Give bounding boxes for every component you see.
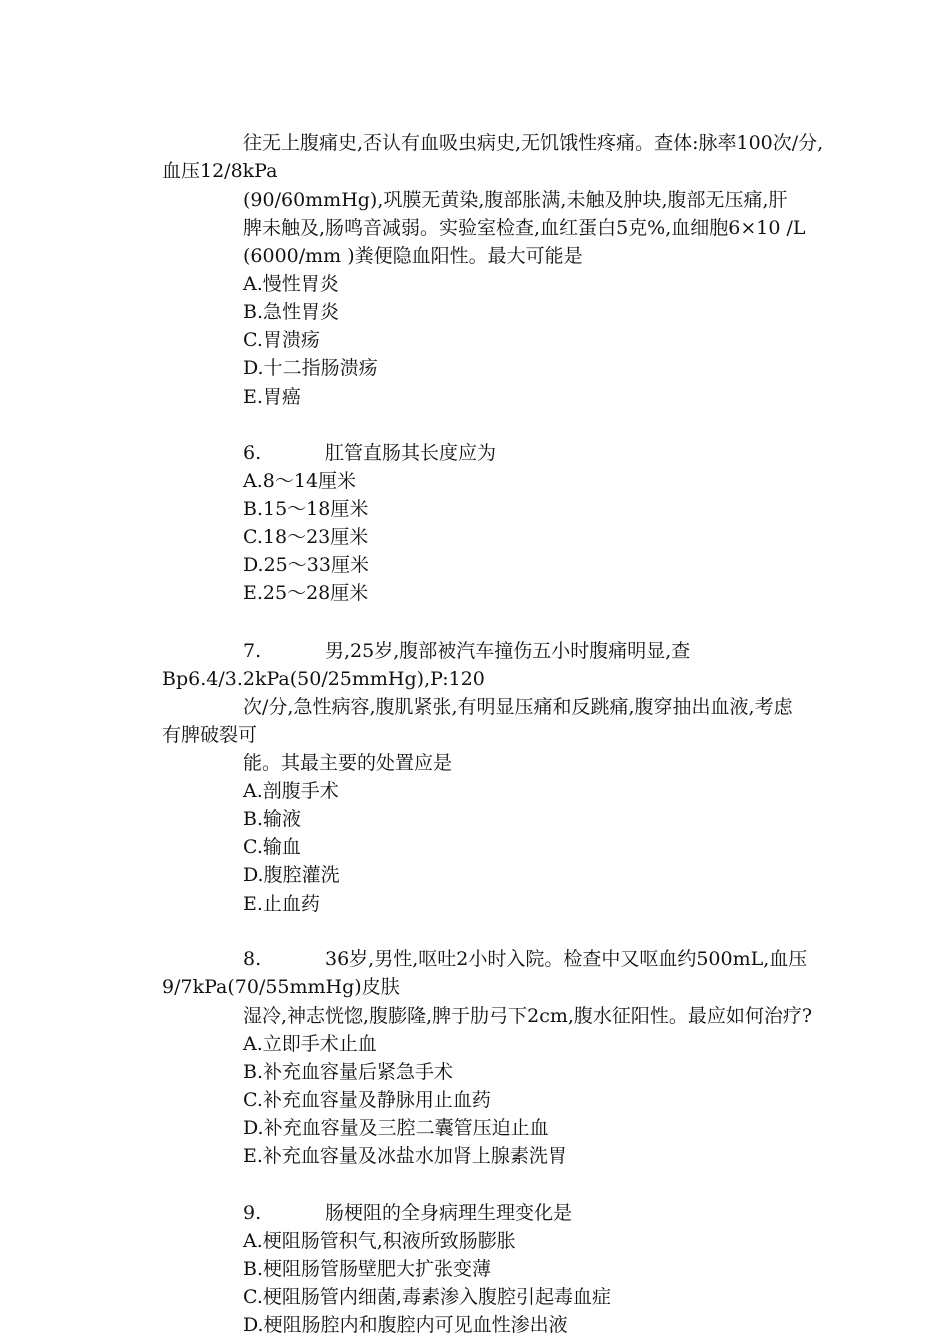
q8-option-d: D.补充血容量及三腔二囊管压迫止血	[243, 1117, 549, 1139]
q5-stem-line-2: 血压12/8kPa	[162, 160, 278, 182]
q8-option-a: A.立即手术止血	[243, 1033, 377, 1055]
q9-stem	[243, 1199, 572, 1227]
q7-option-b: B.输液	[243, 808, 302, 830]
q8-option-e: E.补充血容量及冰盐水加肾上腺素洗胃	[243, 1145, 567, 1167]
q7-option-e: E.止血药	[243, 893, 320, 915]
q5-option-b: B.急性胃炎	[243, 301, 340, 323]
q7-stem-line-5: 能。其最主要的处置应是	[243, 752, 453, 774]
q7-stem-text: 男,25岁,腹部被汽车撞伤五小时腹痛明显,查	[325, 640, 691, 662]
q8-number: 8.	[243, 948, 262, 970]
q5-option-a: A.慢性胃炎	[243, 273, 339, 295]
q8-stem	[243, 945, 807, 973]
q6-option-b: B.15～18厘米	[243, 498, 369, 520]
q7-stem-line-3: 次/分,急性病容,腹肌紧张,有明显压痛和反跳痛,腹穿抽出血液,考虑	[243, 696, 793, 718]
q7-stem-line-2: Bp6.4/3.2kPa(50/25mmHg),P:120	[162, 668, 485, 690]
q9-stem-text: 肠梗阻的全身病理生理变化是	[325, 1202, 573, 1224]
q6-option-d: D.25～33厘米	[243, 554, 369, 576]
q8-stem-line-3: 湿冷,神志恍惚,腹膨隆,脾于肋弓下2cm,腹水征阳性。最应如何治疗?	[243, 1005, 813, 1027]
q8-option-c: C.补充血容量及静脉用止血药	[243, 1089, 491, 1111]
q7-number: 7.	[243, 640, 262, 662]
q7-option-a: A.剖腹手术	[243, 780, 339, 802]
q5-stem-line-1: 往无上腹痛史,否认有血吸虫病史,无饥饿性疼痛。查体:脉率100次/分,	[243, 132, 824, 154]
q9-option-c: C.梗阻肠管内细菌,毒素渗入腹腔引起毒血症	[243, 1286, 611, 1308]
q9-option-a: A.梗阻肠管积气,积液所致肠膨胀	[243, 1230, 516, 1252]
q7-stem-line-4: 有脾破裂可	[162, 724, 258, 746]
q8-option-b: B.补充血容量后紧急手术	[243, 1061, 454, 1083]
q5-option-d: D.十二指肠溃疡	[243, 357, 378, 379]
q8-stem-line-2: 9/7kPa(70/55mmHg)皮肤	[162, 976, 400, 998]
q6-number: 6.	[243, 442, 262, 464]
q7-stem	[243, 637, 690, 665]
q5-option-c: C.胃溃疡	[243, 329, 320, 351]
q5-stem-line-3: (90/60mmHg),巩膜无黄染,腹部胀满,未触及肿块,腹部无压痛,肝	[243, 189, 788, 211]
q8-stem-text: 36岁,男性,呕吐2小时入院。检查中又呕血约500mL,血压	[325, 948, 808, 970]
q5-option-e: E.胃癌	[243, 386, 301, 408]
q7-option-d: D.腹腔灌洗	[243, 864, 340, 886]
q6-option-c: C.18～23厘米	[243, 526, 369, 548]
q6-stem	[243, 439, 496, 467]
q5-stem-line-4: 脾未触及,肠鸣音减弱。实验室检查,血红蛋白5克%,血细胞6×10 /L	[243, 217, 806, 239]
q9-option-d: D.梗阻肠腔内和腹腔内可见血性渗出液	[243, 1314, 568, 1336]
q6-option-a: A.8～14厘米	[243, 470, 357, 492]
q9-number: 9.	[243, 1202, 262, 1224]
q5-stem-line-5: (6000/mm )粪便隐血阳性。最大可能是	[243, 245, 583, 267]
q6-option-e: E.25～28厘米	[243, 582, 369, 604]
q7-option-c: C.输血	[243, 836, 301, 858]
q9-option-b: B.梗阻肠管肠壁肥大扩张变薄	[243, 1258, 492, 1280]
q6-stem-text: 肛管直肠其长度应为	[325, 442, 497, 464]
